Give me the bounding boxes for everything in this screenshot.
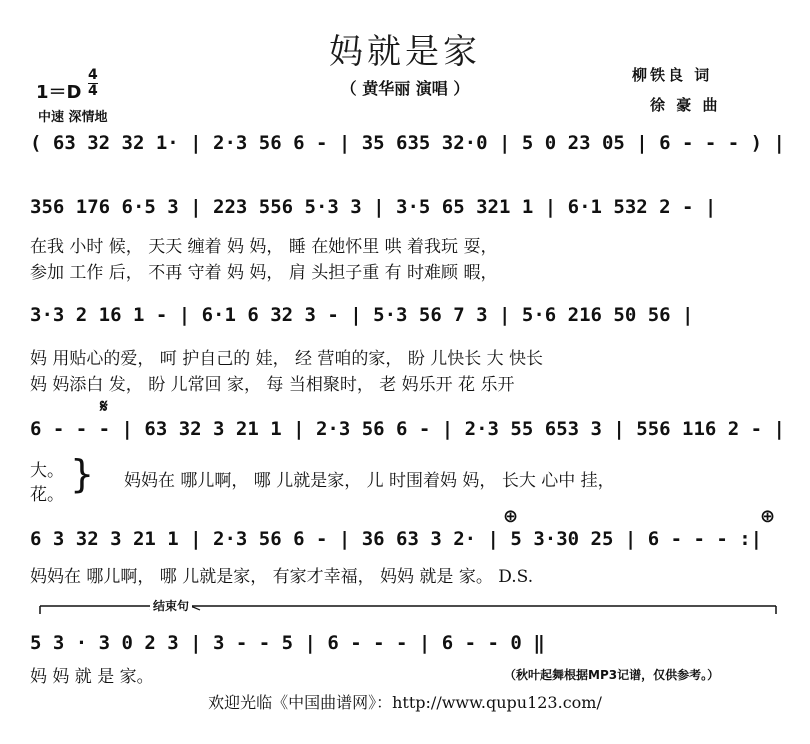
coda-sign-2: ⊕: [760, 506, 776, 527]
lyric-row-2-verse-1: 在我 小时 候， 天天 缠着 妈 妈， 睡 在她怀里 哄 着我玩 耍，: [30, 237, 498, 257]
lyric-row-4-chorus: 妈妈在 哪儿啊， 哪 儿就是家， 儿 时围着妈 妈， 长大 心中 挂，: [124, 471, 615, 491]
lyric-row-3-verse-2: 妈 妈添白 发， 盼 儿常回 家， 每 当相聚时， 老 妈乐开 花 乐开: [30, 375, 515, 395]
lyric-row-4-verse-1: 大。: [30, 461, 64, 481]
lyric-row-5: 妈妈在 哪儿啊， 哪 儿就是家， 有家才幸福， 妈妈 就是 家。 D.S.: [30, 567, 534, 587]
staff-row-5: 6 3 32 3 21 1 | 2·3 56 6 - | 36 63 3 2· | 5 3·30 25 | 6 - - - :|: [30, 528, 763, 550]
key-signature: 1＝D: [36, 82, 82, 103]
time-top: 4: [88, 67, 98, 83]
composer-credit: 徐 豪 曲: [650, 96, 721, 114]
staff-row-4: 6 - - - | 63 32 3 21 1 | 2·3 56 6 - | 2·3 55 653 3 | 556 116 2 - |: [30, 418, 785, 440]
song-title: 妈就是家: [329, 32, 481, 72]
tempo-marking: 中速 深情地: [38, 110, 108, 125]
lyric-row-6: 妈 妈 就 是 家。: [30, 667, 154, 687]
segno-sign: 𝄋: [100, 396, 108, 417]
lyric-row-2-verse-2: 参加 工作 后， 不再 守着 妈 妈， 肩 头担子重 有 时难顾 暇，: [30, 263, 498, 283]
lyric-row-4-verse-2: 花。: [30, 485, 64, 505]
lyricist-credit: 柳铁良 词: [632, 66, 713, 84]
staff-row-1: ( 63 32 32 1· | 2·3 56 6 - | 35 635 32·0 | 5 0 23 05 | 6 - - - ) |: [30, 132, 785, 154]
time-bottom: 4: [88, 83, 98, 99]
transcription-note: （秋叶起舞根据MP3记谱，仅供参考。）: [504, 668, 720, 682]
ending-label: 结束句: [150, 597, 192, 614]
site-footer: 欢迎光临《中国曲谱网》：http://www.qupu123.com/: [208, 693, 602, 712]
coda-sign-1: ⊕: [503, 506, 519, 527]
singer-credit: （ 黄华丽 演唱 ）: [340, 79, 470, 98]
staff-row-2: 356 176 6·5 3 | 223 556 5·3 3 | 3·5 65 321 1 | 6·1 532 2 - |: [30, 196, 717, 218]
lyric-row-3-verse-1: 妈 用贴心的爱， 呵 护自己的 娃， 经 营咱的家， 盼 儿快长 大 快长: [30, 349, 544, 369]
staff-row-6: 5 3 · 3 0 2 3 | 3 - - 5 | 6 - - - | 6 - - 0 ‖: [30, 632, 545, 654]
verse-brace: }: [70, 452, 95, 496]
staff-row-3: 3·3 2 16 1 - | 6·1 6 32 3 - | 5·3 56 7 3 | 5·6 216 50 56 |: [30, 304, 694, 326]
